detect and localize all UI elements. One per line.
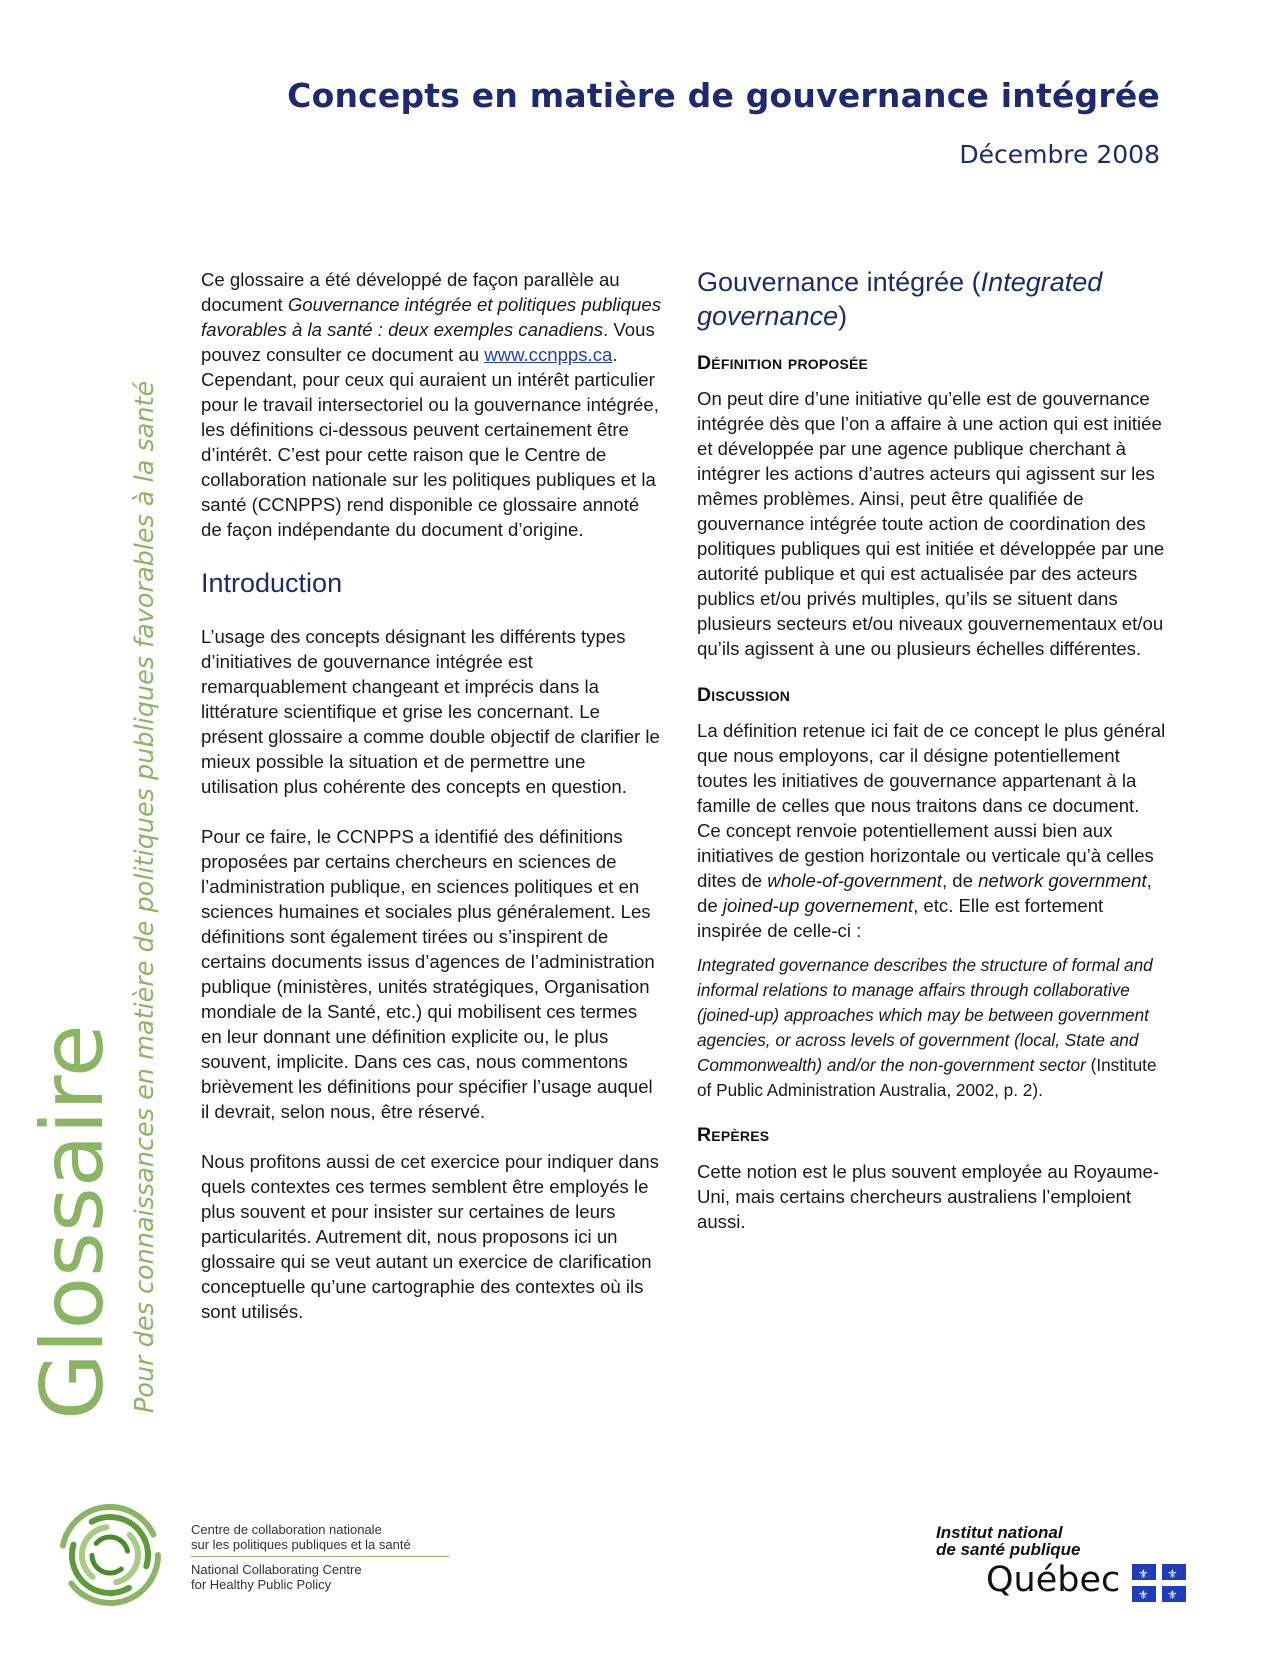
- ccnpps-link[interactable]: www.ccnpps.ca: [484, 344, 613, 365]
- svg-text:⚜: ⚜: [1138, 1588, 1149, 1602]
- discussion-text: La définition retenue ici fait de ce concept le plus général que nous employons, car il désigne potentiellement toutes les initiatives de gouvernance appartenant à la famille de celles que nous traitons dans ce document. Ce concept renvoie potentiellement aussi bien aux initiatives de gestion horizontale ou verticale qu’à celles dites de whole-of-government, de network government, de joined-up governement, etc. Elle est fortement inspirée de celle-ci :: [697, 720, 1166, 941]
- document-date: Décembre 2008: [959, 140, 1160, 169]
- sidebar-glossaire-title: Glossaire: [23, 1024, 123, 1420]
- quotation: Integrated governance describes the structure of formal and informal relations to manage affairs through collaborative (joined-up) approaches which may be between government agencies, or across levels of government (local, State and Commonwealth) and/or the non-government sector (Institute of Public Administration Australia, 2002, p. 2).: [697, 955, 1157, 1100]
- reperes-heading: Repères: [697, 1124, 770, 1146]
- intro-paragraph: Ce glossaire a été développé de façon parallèle au document Gouvernance intégrée et politiques publiques favorables à la santé : deux exemples canadiens. Vous pouvez consulter ce document au www.ccnpps.ca. Cependant, pour ceux qui auraient un intérêt particulier pour le travail intersectoriel ou la gouvernance intégrée, les définitions ci-dessous peuvent certainement être d’intérêt. C’est pour cette raison que le Centre de collaboration nationale sur les politiques publiques et la santé (CCNPPS) rend disponible ce glossaire annoté de façon indépendante du document d’origine.: [201, 269, 661, 540]
- intro-paragraph-4: Nous profitons aussi de cet exercice pour indiquer dans quels contextes ces termes semblent être employés le plus souvent et pour insister sur certaines de leurs particularités. Autrement dit, nous proposons ici un glossaire qui se veut autant un exercice de clarification conceptuelle qu’une cartographie des contextes où ils sont utilisés.: [201, 1151, 659, 1322]
- svg-text:⚜: ⚜: [1138, 1567, 1149, 1581]
- sidebar-subtitle: Pour des connaissances en matière de politiques publiques favorables à la santé: [130, 380, 160, 1413]
- left-column: [201, 267, 661, 1324]
- quebec-wordmark: Québec: [986, 1560, 1121, 1600]
- definition-text: On peut dire d’une initiative qu’elle est de gouvernance intégrée dès que l’on a affaire à une action qui est initiée et développée par une agence publique cherchant à intégrer les actions d’autres acteurs qui agissent sur les mêmes problèmes. Ainsi, peut être qualifiée de gouvernance intégrée toute action de coordination des politiques publiques qui est initiée et développée par une autorité publique et qui est actualisée par des acteurs publics et/ou privés multiples, qu’ils se situent dans plusieurs secteurs et/ou niveaux gouvernementaux et/ou qu’ils agissent à une ou plusieurs échelles différentes.: [697, 388, 1165, 659]
- reperes-text: Cette notion est le plus souvent employée au Royaume-Uni, mais certains chercheurs australiens l’emploient aussi.: [697, 1161, 1160, 1232]
- source-document-title: Gouvernance intégrée et politiques publiques favorables à la santé : deux exemples canadiens: [201, 294, 661, 340]
- ccnpps-swirl-logo: [55, 1500, 165, 1610]
- ccnpps-logo-text: Centre de collaboration nationale sur les politiques publiques et la santé National Collaborating Centre for Healthy Public Policy: [191, 1522, 449, 1592]
- intro-paragraph-3: Pour ce faire, le CCNPPS a identifié des définitions proposées par certains chercheurs en sciences de l’administration publique, en sciences politiques et en sciences humaines et sociales plus généralement. Les définitions sont également tirées ou s’inspirent de certains documents issus d’agences de l’administration publique (ministères, unités stratégiques, Organisation mondiale de la Santé, etc.) qui mobilisent ces termes en leur donnant une définition explicite ou, le plus souvent, implicite. Dans ces cas, nous commentons brièvement les définitions pour spécifier l’usage auquel il devrait, selon nous, être réservé.: [201, 826, 655, 1122]
- inspq-name: Institut national de santé publique: [936, 1523, 1081, 1559]
- svg-text:⚜: ⚜: [1167, 1567, 1178, 1581]
- svg-text:⚜: ⚜: [1167, 1588, 1178, 1602]
- definition-heading: Définition proposée: [697, 352, 869, 374]
- quebec-flag-icon: [1132, 1564, 1186, 1602]
- right-column: [697, 265, 1167, 1234]
- document-title: Concepts en matière de gouvernance intégrée: [287, 76, 1160, 115]
- logo-divider: [191, 1556, 449, 1557]
- inspq-logo: [936, 1524, 1206, 1604]
- intro-paragraph-2: L’usage des concepts désignant les différents types d’initiatives de gouvernance intégrée est remarquablement changeant et imprécis dans la littérature scientifique et grise les concernant. Le présent glossaire a comme double objectif de clarifier le mieux possible la situation et de permettre une utilisation plus cohérente des concepts en question.: [201, 626, 660, 797]
- introduction-heading: Introduction: [201, 568, 343, 598]
- discussion-heading: Discussion: [697, 684, 791, 706]
- term-heading: Gouvernance intégrée (Integrated governance): [697, 267, 1103, 331]
